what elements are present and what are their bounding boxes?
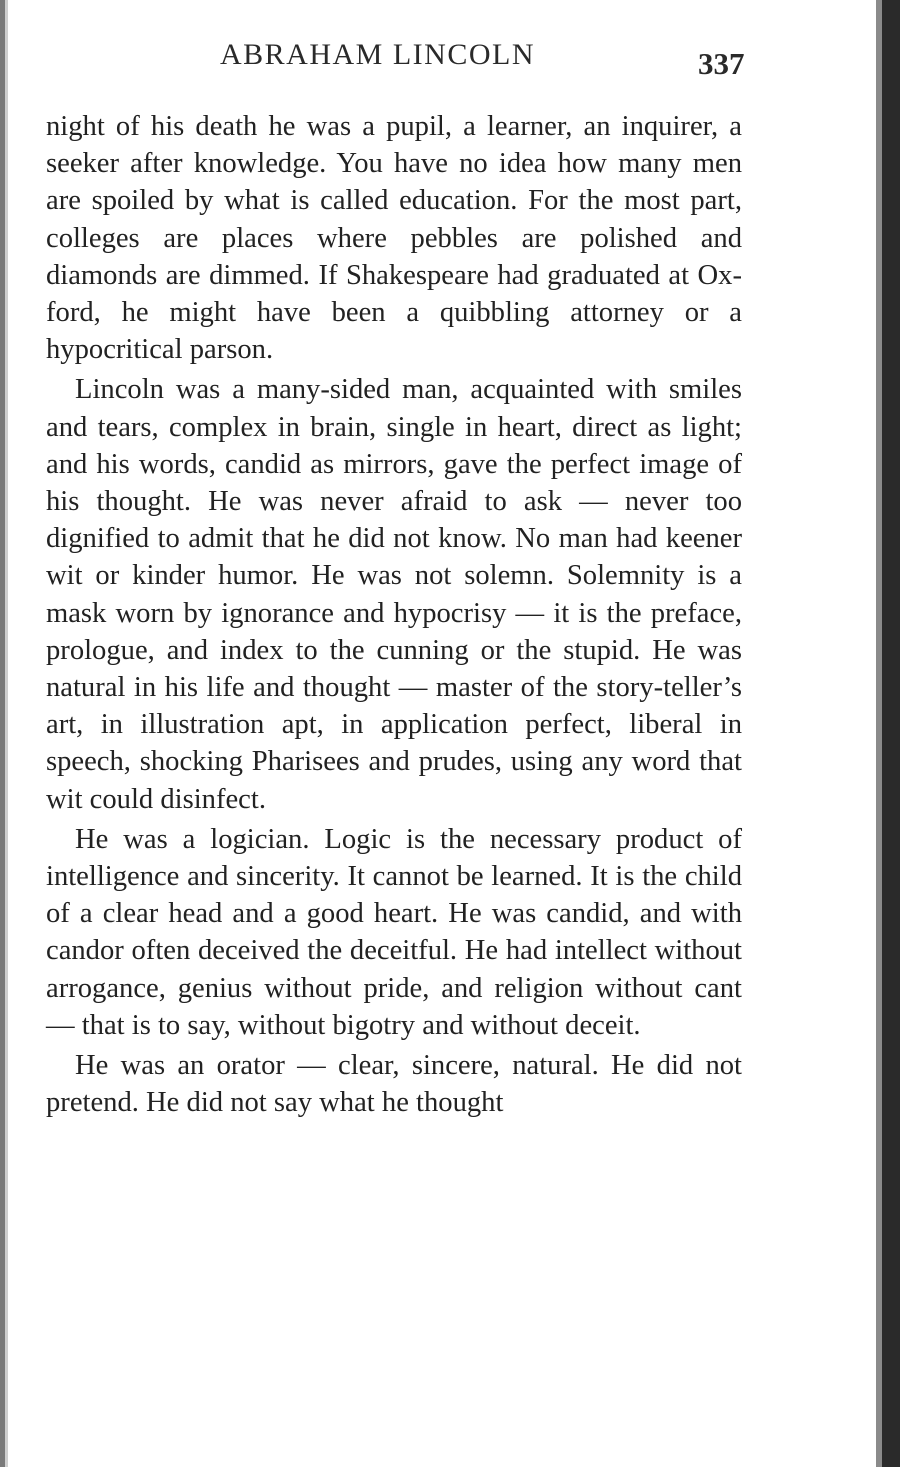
paragraph-orator: He was an orator — clear, sincere, natural. He did not pretend. He did not say what he thought	[46, 1050, 742, 1119]
paragraph-lincoln-many-sided: Lincoln was a many-sided man, acquainted with smiles and tears, complex in brain, single in heart, direct as light; and his words, candid as mirrors, gave the perfect image of his thought. He was never afraid to ask — never too dignified to admit that he did not know. No man had keener wit or kinder humor. He was not solemn. Solemnity is a mask worn by ignorance and hypocrisy — it is the preface, prologue, and index to the cunning or the stupid. He was natural in his life and thought — master of the story-teller’s art, in illustration apt, in application perfect, liberal in speech, shocking Pharisees and prudes, using any word that wit could disinfect.	[46, 374, 742, 815]
body-text	[46, 108, 742, 1121]
scan-edge-right	[876, 0, 900, 1467]
running-title: ABRAHAM LINCOLN	[220, 38, 535, 71]
paragraph-logician: He was a logician. Logic is the necessary product of intelligence and sincerity. It cannot be learned. It is the child of a clear head and a good heart. He was candid, and with candor often deceived the deceitful. He had intellect without arrogance, genius without pride, and religion without cant — that is to say, without bigotry and without deceit.	[46, 823, 742, 1041]
paragraph-continued: night of his death he was a pupil, a learner, an inquirer, a seeker after knowledge. You have no idea how many men are spoiled by what is called education. For the most part, colleges are places where pebbles are polished and diamonds are dimmed. If Shakespeare had graduated at Oxford, he might have been a quibbling attorney or a hypocritical parson.	[46, 111, 742, 366]
book-page	[8, 0, 876, 1467]
page-number: 337	[698, 46, 745, 81]
running-header	[8, 38, 876, 81]
scan-edge-left	[0, 0, 8, 1467]
